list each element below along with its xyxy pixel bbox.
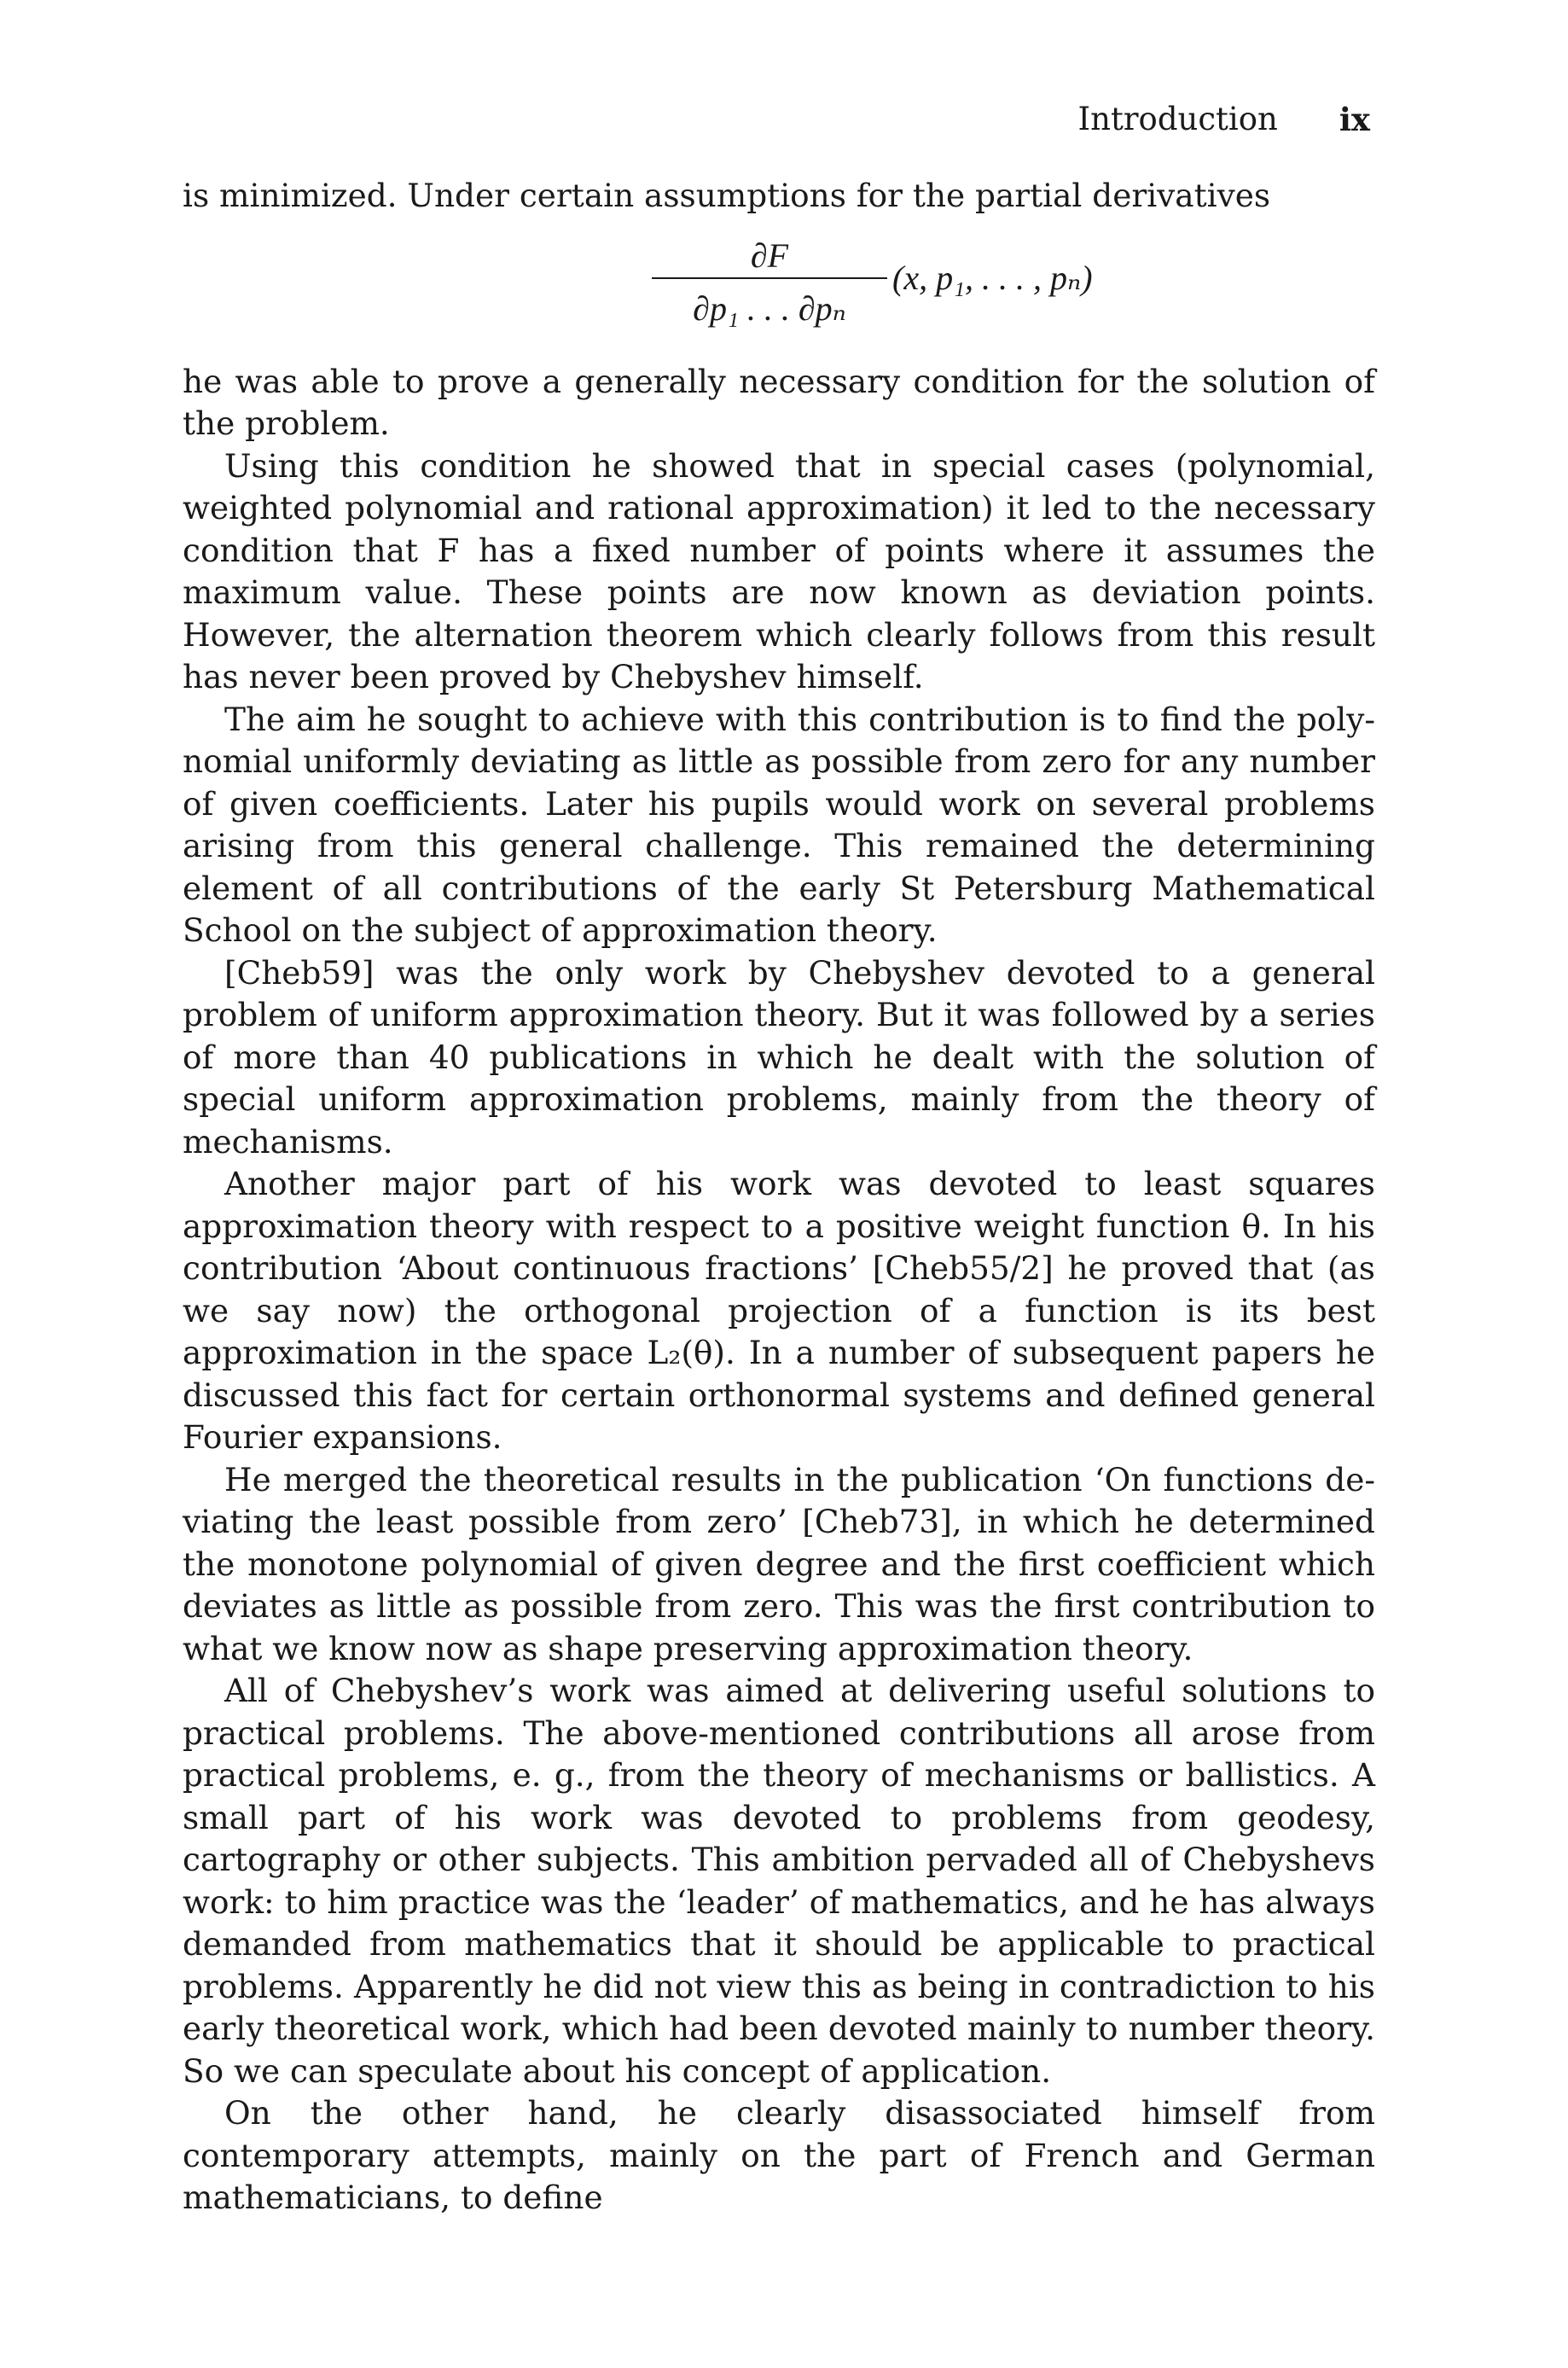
main-text [183,175,1375,2220]
equation-numerator: ∂F [750,236,789,275]
paragraph: The aim he sought to achieve with this contribution is to find the polynomial uniformly deviating as little as possible from zero for any number of given coefficients. Later his pupils would work on several problems arising from this general challenge. This remained the determining element of all contributions of the early St Petersburg Mathematical School on the subject of approximation theory. [183,700,1375,949]
paragraph: Using this condition he showed that in special cases (polynomial, weighted polynomial and rational approximation) it led to the necessary condition that F has a fixed number of points where it assumes the maximum value. These points are now known as deviation points. However, the alternation theorem which clearly follows from this result has never been proved by Chebyshev himself. [183,446,1375,695]
paragraph: Another major part of his work was devoted to least squares approximation theory with respect to a positive weight function θ. In his contribution ‘About continuous fractions’ [Cheb55/2] he proved that (as we say now) the orthogonal projection of a function is its best approximation in the space L₂(θ). In a number of subsequent papers he discussed this fact for certain orthonormal systems and defined general Fourier expansions. [183,1165,1375,1456]
paragraph: He merged the theoretical results in the publication ‘On functions deviating the least possible from zero’ [Cheb73], in which he determined the monotone polynomial of given degree and the first coefficient which deviates as little as possible from zero. This was the first contribution to what we know now as shape preserving approximation theory. [183,1460,1375,1667]
section-title: Introduction [1077,101,1278,137]
paragraph: is minimized. Under certain assumptions for the partial derivatives [183,177,1271,214]
paragraph: [Cheb59] was the only work by Chebyshev devoted to a general problem of uniform approximation theory. But it was followed by a series of more than 40 publications in which he dealt with the solution of special uniform approximation problems, mainly from the theory of mechanisms. [183,953,1375,1161]
equation-denominator: ∂p₁ . . . ∂pₙ [693,288,846,328]
equation-arguments: (x, p₁, . . . , pₙ) [892,258,1093,297]
fraction-bar [652,277,887,279]
paragraph: On the other hand, he clearly disassociated himself from contemporary attempts, mainly on the part of French and German mathematicians, to define [183,2094,1375,2216]
paragraph: All of Chebyshev’s work was aimed at delivering useful solutions to practical problems. The above-mentioned contributions all arose from practical problems, e. g., from the theory of mechanisms or ballistics. A small part of his work was devoted to problems from geodesy, cartography or other subjects. This ambition pervaded all of Chebyshevs work: to him practice was the ‘leader’ of mathematics, and he has always demanded from mathematics that it should be applicable to practical problems. Apparently he did not view this as being in contradiction to his early theoretical work, which had been devoted mainly to number theory. So we can speculate about his concept of application. [183,1672,1375,2090]
display-equation [183,218,1375,361]
paragraph: he was able to prove a generally necessary condition for the solution of the problem. [183,362,1375,442]
running-head [1075,101,1370,138]
page-number: ix [1339,101,1370,138]
